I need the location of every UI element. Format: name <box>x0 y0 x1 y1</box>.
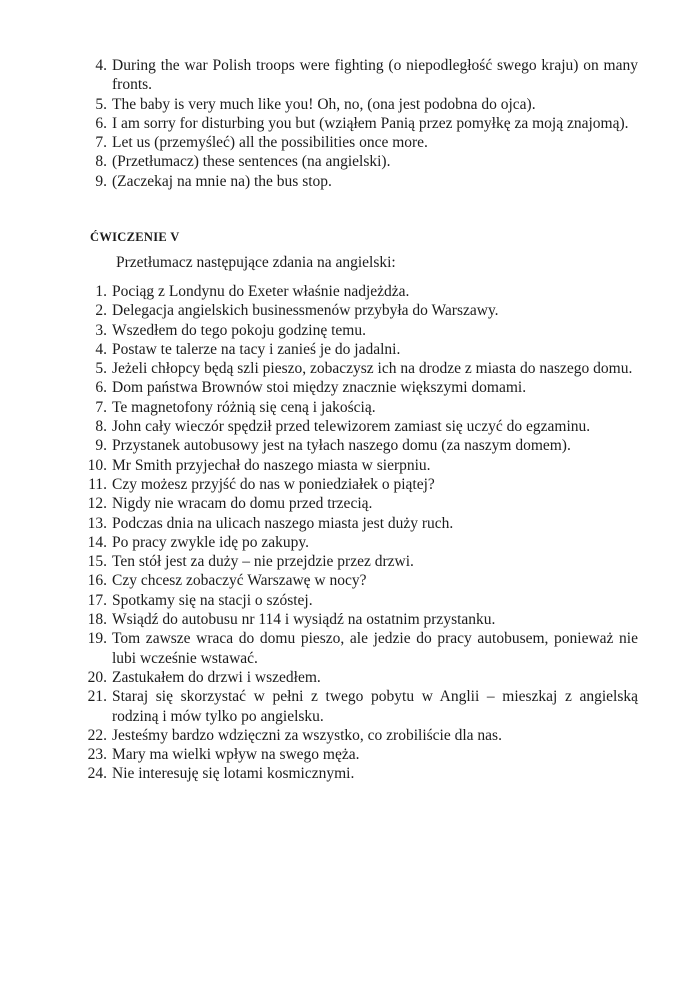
list-item <box>84 745 638 764</box>
item-text: (Przetłumacz) these sentences (na angielski). <box>112 153 391 171</box>
item-text: Po pracy zwykle idę po zakupy. <box>112 533 309 551</box>
item-number: 5. <box>95 360 107 378</box>
item-number: 13. <box>87 514 107 532</box>
list-item <box>84 172 638 191</box>
list-item <box>84 301 638 320</box>
list-item <box>84 321 638 340</box>
list-item <box>84 378 638 397</box>
item-text: Wszedłem do tego pokoju godzinę temu. <box>112 321 366 339</box>
item-number: 14. <box>87 533 107 551</box>
item-number: 8. <box>95 418 107 436</box>
section-instruction: Przetłumacz następujące zdania na angielski: <box>116 254 396 271</box>
item-number: 3. <box>95 321 107 339</box>
list-item <box>84 133 638 152</box>
list-item <box>84 726 638 745</box>
item-text: Postaw te talerze na tacy i zanieś je do jadalni. <box>112 340 401 358</box>
list-item <box>84 436 638 455</box>
item-number: 23. <box>87 746 107 764</box>
item-text: Zastukałem do drzwi i wszedłem. <box>112 668 321 686</box>
item-text: Wsiądź do autobusu nr 114 i wysiądź na ostatnim przystanku. <box>112 611 496 629</box>
item-number: 9. <box>95 437 107 455</box>
item-number: 24. <box>87 765 107 783</box>
item-number: 17. <box>87 591 107 609</box>
list-item <box>84 95 638 114</box>
exercise-iv-list <box>84 56 638 191</box>
item-text: I am sorry for disturbing you but (wziąłem Panią przez pomyłkę za moją znajomą). <box>112 114 629 132</box>
item-number: 1. <box>95 283 107 300</box>
item-number: 4. <box>95 57 107 74</box>
item-text: Czy chcesz zobaczyć Warszawę w nocy? <box>112 572 367 590</box>
item-number: 7. <box>95 134 107 152</box>
item-text: Nie interesuję się lotami kosmicznymi. <box>112 765 355 783</box>
item-number: 5. <box>95 95 107 113</box>
list-item <box>84 668 638 687</box>
item-number: 22. <box>87 726 107 744</box>
item-number: 4. <box>95 340 107 358</box>
item-number: 11. <box>88 475 107 493</box>
item-text: Let us (przemyśleć) all the possibilities once more. <box>112 134 428 152</box>
list-item <box>84 456 638 475</box>
list-item <box>84 152 638 171</box>
item-number: 19. <box>87 630 107 648</box>
list-item <box>84 340 638 359</box>
list-item <box>84 56 638 95</box>
list-item <box>84 114 638 133</box>
list-item <box>84 591 638 610</box>
item-number: 21. <box>87 688 107 706</box>
section-heading: ĆWICZENIE V <box>90 230 180 244</box>
list-item <box>84 533 638 552</box>
list-item <box>84 610 638 629</box>
list-item <box>84 494 638 513</box>
item-text: Nigdy nie wracam do domu przed trzecią. <box>112 495 373 513</box>
item-text: Czy możesz przyjść do nas w poniedziałek o piątej? <box>112 475 435 493</box>
item-text: Przystanek autobusowy jest na tyłach naszego domu (za naszym domem). <box>112 437 571 455</box>
item-number: 20. <box>87 668 107 686</box>
item-number: 8. <box>95 153 107 171</box>
item-number: 18. <box>87 611 107 629</box>
list-item <box>84 687 638 726</box>
item-number: 2. <box>95 302 107 320</box>
list-item <box>84 629 638 668</box>
item-number: 6. <box>95 114 107 132</box>
list-item <box>84 282 638 301</box>
item-text: Pociąg z Londynu do Exeter właśnie nadjeżdża. <box>112 283 410 300</box>
list-item <box>84 398 638 417</box>
item-text: Jeżeli chłopcy będą szli pieszo, zobaczysz ich na drodze z miasta do naszego domu. <box>112 360 633 378</box>
item-text: The baby is very much like you! Oh, no, (ona jest podobna do ojca). <box>112 95 536 113</box>
item-text: Tom zawsze wraca do domu pieszo, ale jedzie do pracy autobusem, ponieważ nie lubi wcześnie wstawać. <box>112 630 638 667</box>
list-item <box>84 359 638 378</box>
item-number: 15. <box>87 553 107 571</box>
item-text: Delegacja angielskich businessmenów przybyła do Warszawy. <box>112 302 499 320</box>
item-text: Spotkamy się na stacji o szóstej. <box>112 591 313 609</box>
list-item <box>84 571 638 590</box>
list-item <box>84 514 638 533</box>
item-text: Ten stół jest za duży – nie przejdzie przez drzwi. <box>112 553 414 571</box>
item-text: Te magnetofony różnią się ceną i jakością. <box>112 398 376 416</box>
list-item <box>84 552 638 571</box>
list-item <box>84 475 638 494</box>
item-number: 10. <box>87 456 107 474</box>
exercise-v-list <box>84 282 638 784</box>
item-text: Staraj się skorzystać w pełni z twego pobytu w Anglii – mieszkaj z angielską rodziną i mów tylko po angielsku. <box>112 688 638 725</box>
item-number: 9. <box>95 172 107 190</box>
item-number: 12. <box>87 495 107 513</box>
item-text: Mr Smith przyjechał do naszego miasta w sierpniu. <box>112 456 431 474</box>
item-number: 6. <box>95 379 107 397</box>
item-text: Jesteśmy bardzo wdzięczni za wszystko, co zrobiliście dla nas. <box>112 726 502 744</box>
item-number: 16. <box>87 572 107 590</box>
item-text: Podczas dnia na ulicach naszego miasta jest duży ruch. <box>112 514 454 532</box>
item-text: Mary ma wielki wpływ na swego męża. <box>112 746 360 764</box>
list-item <box>84 764 638 783</box>
item-text: During the war Polish troops were fighting (o niepodległość swego kraju) on many fronts. <box>112 57 638 94</box>
item-text: John cały wieczór spędził przed telewizorem zamiast się uczyć do egzaminu. <box>112 418 591 436</box>
item-text: Dom państwa Brownów stoi między znacznie większymi domami. <box>112 379 527 397</box>
item-number: 7. <box>95 398 107 416</box>
item-text: (Zaczekaj na mnie na) the bus stop. <box>112 172 332 190</box>
list-item <box>84 417 638 436</box>
